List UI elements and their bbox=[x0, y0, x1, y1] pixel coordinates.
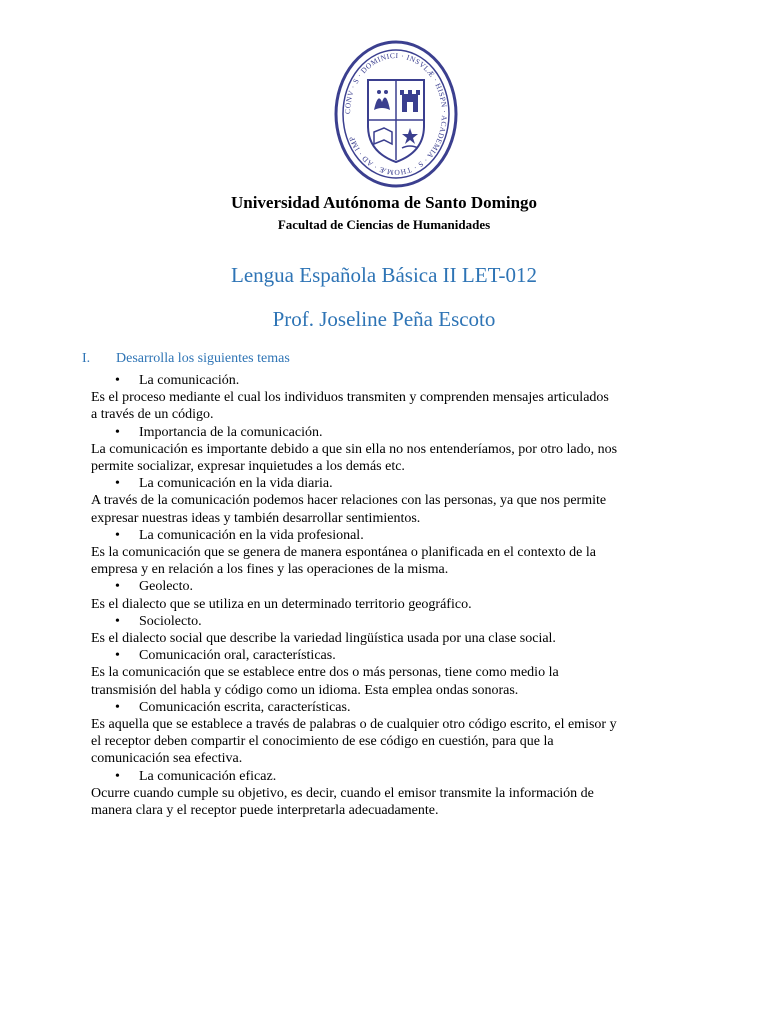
topic-label: Comunicación escrita, características. bbox=[139, 699, 351, 715]
text-line: Es el proceso mediante el cual los individuos transmiten y comprenden mensajes articulados bbox=[91, 390, 609, 406]
topic-text bbox=[91, 716, 681, 768]
topics-list bbox=[91, 372, 681, 819]
text-line: Es el dialecto social que describe la variedad lingüística usada por una clase social. bbox=[91, 631, 556, 647]
topic-label: Sociolecto. bbox=[139, 613, 202, 629]
topic-bullet bbox=[91, 578, 681, 595]
university-seal-icon bbox=[334, 40, 458, 188]
topic-label: La comunicación en la vida diaria. bbox=[139, 476, 333, 492]
text-line: comunicación sea efectiva. bbox=[91, 751, 243, 767]
text-line: Es el dialecto que se utiliza en un determinado territorio geográfico. bbox=[91, 596, 472, 612]
text-line: transmisión del habla y código como un idioma. Esta emplea ondas sonoras. bbox=[91, 682, 519, 698]
topic-label: La comunicación. bbox=[139, 373, 240, 388]
bullet-icon: • bbox=[115, 699, 120, 715]
topic-text bbox=[91, 441, 681, 475]
section-number: I. bbox=[82, 351, 91, 366]
text-line: el receptor deben compartir el conocimiento de ese código en cuestión, para que la bbox=[91, 734, 554, 750]
bullet-icon: • bbox=[115, 768, 120, 784]
section-title: Desarrolla los siguientes temas bbox=[116, 351, 290, 366]
faculty-name: Facultad de Ciencias de Humanidades bbox=[277, 217, 491, 232]
topic-label: Importancia de la comunicación. bbox=[139, 424, 323, 440]
topic-bullet bbox=[91, 699, 681, 716]
topic-label: Comunicación oral, características. bbox=[139, 648, 336, 664]
topic-bullet bbox=[91, 424, 681, 441]
topic-text bbox=[91, 630, 681, 647]
topic-text bbox=[91, 544, 681, 578]
topic-bullet bbox=[91, 613, 681, 630]
section-heading bbox=[82, 351, 290, 367]
topic-text bbox=[91, 664, 681, 698]
bullet-icon: • bbox=[115, 424, 120, 440]
text-line: La comunicación es importante debido a que sin ella no nos entenderíamos, por otro lado, nos bbox=[91, 441, 618, 457]
topic-label: Geolecto. bbox=[139, 579, 194, 595]
bullet-icon: • bbox=[115, 613, 120, 629]
text-line: expresar nuestras ideas y también desarrollar sentimientos. bbox=[91, 510, 421, 526]
text-line: a través de un código. bbox=[91, 407, 214, 423]
topic-label: La comunicación eficaz. bbox=[139, 768, 277, 784]
topic-text bbox=[91, 596, 681, 613]
text-line: Es la comunicación que se genera de manera espontánea o planificada en el contexto de la bbox=[91, 545, 596, 561]
topic-bullet bbox=[91, 475, 681, 492]
seal-ring-text: CONV · S · DOMINICI · INSVLÆ · HISPN · ACADEMIA · S · THOMÆ · AD · IMP bbox=[342, 50, 450, 178]
university-name: Universidad Autónoma de Santo Domingo bbox=[230, 193, 538, 212]
text-line: Es aquella que se establece a través de palabras o de cualquier otro código escrito, el emisor y bbox=[91, 717, 617, 733]
text-line: Es la comunicación que se establece entre dos o más personas, tiene como medio la bbox=[91, 665, 559, 681]
bullet-icon: • bbox=[115, 648, 120, 664]
text-line: manera clara y el receptor puede interpretarla adecuadamente. bbox=[91, 803, 439, 819]
bullet-icon: • bbox=[115, 579, 120, 595]
bullet-icon: • bbox=[115, 373, 120, 388]
topic-text bbox=[91, 492, 681, 526]
topic-bullet bbox=[91, 527, 681, 544]
topic-bullet bbox=[91, 372, 681, 389]
bullet-icon: • bbox=[115, 476, 120, 492]
text-line: A través de la comunicación podemos hacer relaciones con las personas, ya que nos permite bbox=[91, 493, 607, 509]
text-line: Ocurre cuando cumple su objetivo, es decir, cuando el emisor transmite la información de bbox=[91, 785, 594, 801]
topic-bullet bbox=[91, 768, 681, 785]
professor-name: Prof. Joseline Peña Escoto bbox=[272, 307, 496, 331]
topic-label: La comunicación en la vida profesional. bbox=[139, 527, 364, 543]
topic-text bbox=[91, 389, 681, 423]
course-title: Lengua Española Básica II LET-012 bbox=[231, 263, 537, 287]
text-line: empresa y en relación a los fines y las operaciones de la misma. bbox=[91, 562, 449, 578]
topic-bullet bbox=[91, 647, 681, 664]
text-line: permite socializar, expresar inquietudes a los demás etc. bbox=[91, 459, 405, 475]
bullet-icon: • bbox=[115, 527, 120, 543]
topic-text bbox=[91, 785, 681, 819]
